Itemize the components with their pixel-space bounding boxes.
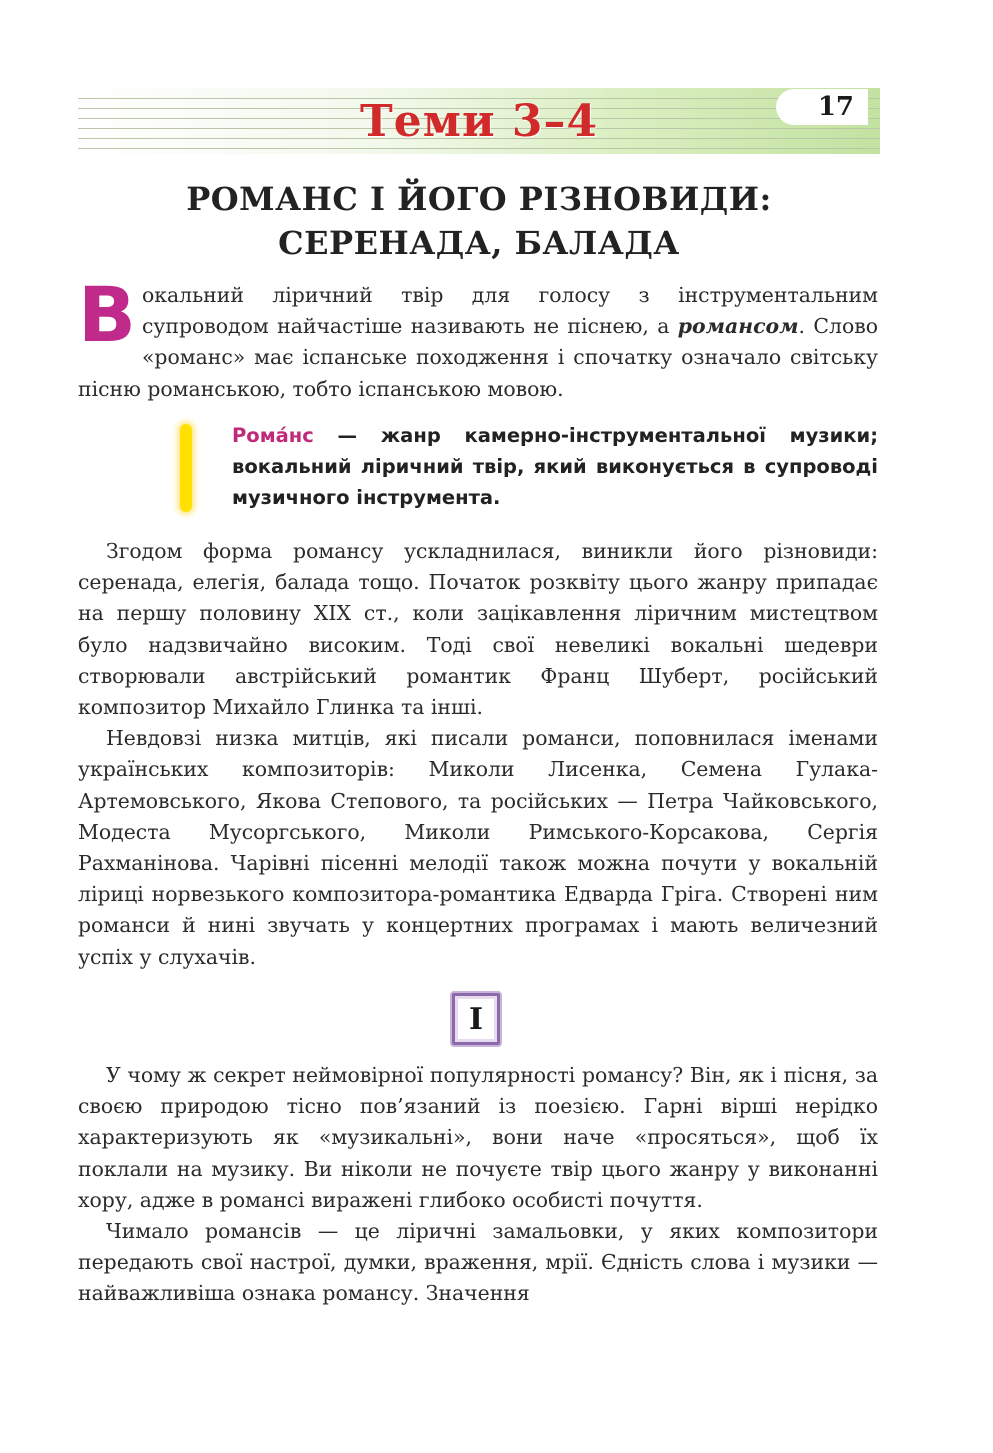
paragraph: Невдовзі низка митців, які писали романси, поповнилася іменами українських композиторів: Миколи Лисенка, Семена Гулака-Артемовського, Якова Степового, та російських — Петра Чайковського, Модеста Мусоргського, Миколи Римського-Корсакова, Сергія Рахманінова. Чарівні пісенні мелодії також можна почути у вокальній ліриці норвезького композитора-романтика Едварда Гріга. Створені ним романси й нині звучать у концертних програмах і мають величезний успіх у слухачів. [78, 726, 878, 969]
definition-body: — жанр камерно-інструментальної музики; вокальний ліричний твір, який виконується в супроводі музичного інструмента. [232, 424, 878, 509]
drop-cap: В [78, 270, 136, 359]
definition-text [232, 420, 878, 513]
body-paragraphs-bottom [78, 1060, 878, 1310]
chapter-title [78, 177, 880, 265]
body-paragraphs-top [78, 536, 878, 973]
highlight-bar [180, 424, 192, 512]
chapter-title-line1: РОМАНС І ЙОГО РІЗНОВИДИ: [186, 180, 772, 218]
page-number: 17 [776, 89, 868, 125]
chapter-title-line2: СЕРЕНАДА, БАЛАДА [278, 224, 680, 262]
paragraph: У чому ж секрет неймовірної популярності романсу? Він, як і пісня, за своєю природою тісно пов’язаний із поезією. Гарні вірші нерідко характеризують як «музикальні», вони наче «просяться», щоб їх поклали на музику. Ви ніколи не почуєте твір цього жанру у виконанні хору, адже в романсі виражені глибоко особисті почуття. [78, 1063, 878, 1212]
section-marker: I [452, 993, 500, 1045]
intro-paragraph [78, 270, 878, 405]
intro-text-end: . Слово «романс» має іспанське походження і спочатку означало світську пісню романською, тобто іспанською мовою. [78, 314, 878, 401]
paragraph: Чимало романсів — це ліричні замальовки, у яких композитори передають свої настрої, думки, враження, мрії. Єдність слова і музики — найважливіша ознака романсу. Значення [78, 1219, 878, 1306]
intro-text: окальний ліричний твір для голосу з інструментальним супроводом найчастіше називають не піснею, а [141, 283, 878, 339]
definition-term: Рома́нс [232, 424, 314, 447]
definition-box [180, 420, 880, 518]
paragraph: Згодом форма романсу ускладнилася, виникли його різновиди: серенада, елегія, балада тощо. Початок розквіту цього жанру припадає на першу половину XIX ст., коли зацікавлення ліричним мистецтвом було надзвичайно високим. Тоді свої невеликі вокальні шедеври створювали австрійський романтик Франц Шуберт, російський композитор Михайло Глинка та інші. [78, 539, 878, 720]
header-rule [78, 148, 880, 149]
intro-term: романсом [677, 314, 799, 339]
topic-title: Теми 3–4 [360, 96, 599, 147]
